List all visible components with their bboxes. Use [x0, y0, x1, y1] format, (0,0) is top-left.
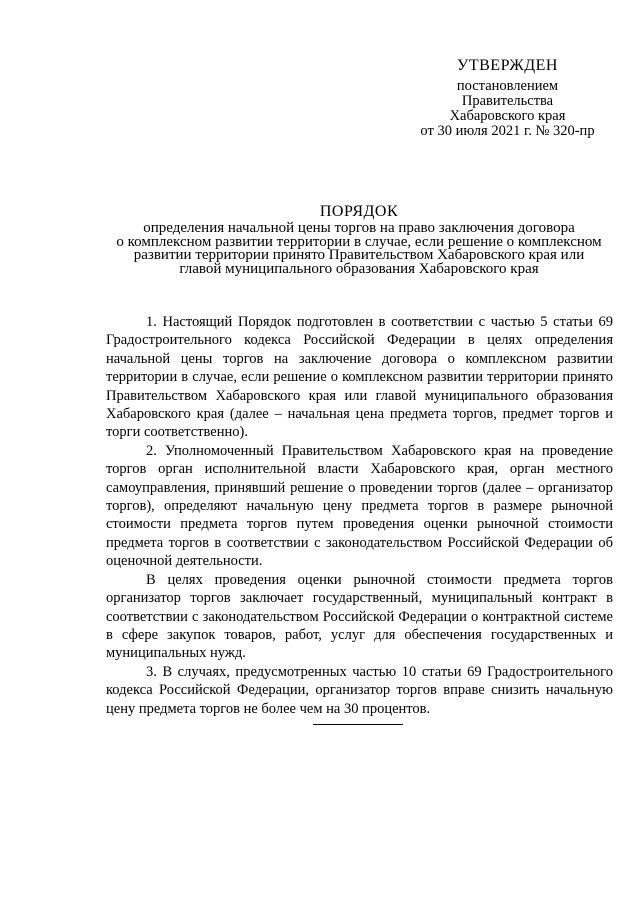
- approval-line-2: Правительства: [461, 93, 554, 109]
- approval-date: от 30 июля 2021 г. № 320-пр: [420, 123, 595, 139]
- document-body: [106, 313, 613, 718]
- paragraph-3: 3. В случаях, предусмотренных частью 10 статьи 69 Градостроительного кодекса Российской Федерации, организатор торгов вправе снизить начальную цену предмета торгов не более чем на 30 процентов.: [106, 663, 613, 717]
- subtitle-line: развитии территории принято Правительством Хабаровского края или: [133, 247, 585, 263]
- subtitle-line: определения начальной цены торгов на право заключения договора: [143, 220, 575, 236]
- approval-stamp: [405, 58, 610, 139]
- approval-line-1: постановлением: [456, 78, 559, 94]
- document-title: ПОРЯДОК: [319, 203, 399, 220]
- approval-line-3: Хабаровского края: [449, 108, 566, 124]
- document-subtitle: [100, 222, 618, 276]
- subtitle-line: главой муниципального образования Хабаровского края: [179, 260, 539, 277]
- paragraph-2: 2. Уполномоченный Правительством Хабаровского края на проведение торгов орган исполнительной власти Хабаровского края, орган местного самоуправления, принявший решение о проведении торгов (далее – организатор торгов), определяют начальную цену предмета торгов в размере рыночной стоимости предмета торгов путем проведения оценки рыночной стоимости предмета торгов в соответствии с законодательством Российской Федерации об оценочной деятельности.: [106, 442, 613, 570]
- subtitle-line: о комплексном развитии территории в случае, если решение о комплексном: [116, 233, 602, 250]
- approval-title: УТВЕРЖДЕН: [457, 57, 558, 74]
- paragraph-1: 1. Настоящий Порядок подготовлен в соответствии с частью 5 статьи 69 Градостроительного кодекса Российской Федерации в целях определения начальной цены торгов на заключение договора о комплексном развитии территории в случае, если решение о комплексном развитии территории принято Правительством Хабаровского края или главой муниципального образования Хабаровского края (далее – начальная цена предмета торгов, предмет торгов и торги соответственно).: [106, 314, 613, 441]
- end-divider: [313, 724, 403, 725]
- paragraph-2-continued: В целях проведения оценки рыночной стоимости предмета торгов организатор торгов заключает государственный, муниципальный контракт в соответствии с законодательством Российской Федерации о контрактной системе в сфере закупок товаров, работ, услуг для обеспечения государственных и муниципальных нужд.: [106, 571, 613, 662]
